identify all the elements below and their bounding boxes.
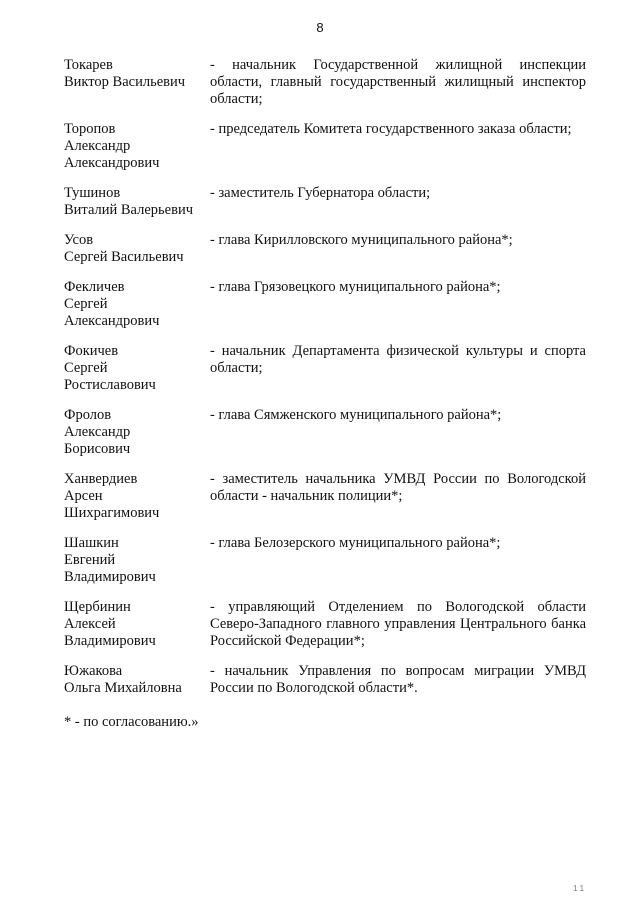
name-line: Евгений — [64, 552, 116, 568]
person-name — [64, 599, 210, 650]
name-line: Виктор Васильевич — [64, 74, 186, 90]
name-line: Южакова — [64, 663, 123, 679]
list-item — [64, 232, 586, 266]
name-line: Ростиславович — [64, 377, 156, 393]
list-item — [64, 471, 586, 522]
person-name — [64, 471, 210, 522]
person-name — [64, 121, 210, 172]
list-item — [64, 57, 586, 108]
person-position: - заместитель Губернатора области; — [210, 185, 431, 201]
name-line: Ханвердиев — [64, 471, 138, 487]
name-line: Торопов — [64, 121, 116, 137]
person-position: - глава Грязовецкого муниципального района*; — [210, 279, 501, 295]
name-line: Усов — [64, 232, 94, 248]
name-line: Щербинин — [64, 599, 131, 615]
scan-mark: 1 1 — [573, 884, 585, 893]
person-name — [64, 232, 210, 266]
person-name — [64, 57, 210, 91]
name-line: Сергей — [64, 296, 108, 312]
person-position: - председатель Комитета государственного заказа области; — [210, 121, 572, 137]
person-position: - начальник Управления по вопросам миграции УМВД России по Вологодской области*. — [210, 663, 586, 696]
person-name — [64, 343, 210, 394]
person-position: - глава Белозерского муниципального района*; — [210, 535, 501, 551]
list-item — [64, 535, 586, 586]
person-position: - начальник Департамента физической культуры и спорта области; — [210, 343, 586, 376]
name-line: Сергей — [64, 360, 108, 376]
person-position: - начальник Государственной жилищной инспекции области, главный государственный жилищный инспектор области; — [210, 57, 586, 107]
name-line: Виталий Валерьевич — [64, 202, 193, 218]
name-line: Борисович — [64, 441, 131, 457]
person-position: - заместитель начальника УМВД России по Вологодской области - начальник полиции*; — [210, 471, 586, 504]
person-name — [64, 185, 210, 219]
list-item — [64, 279, 586, 330]
person-name — [64, 279, 210, 330]
name-line: Александрович — [64, 155, 160, 171]
footnote: * - по согласованию.» — [64, 714, 199, 730]
name-line: Тушинов — [64, 185, 121, 201]
list-item — [64, 121, 586, 172]
person-position: - глава Кирилловского муниципального района*; — [210, 232, 513, 248]
name-line: Александрович — [64, 313, 160, 329]
name-line: Алексей — [64, 616, 116, 632]
name-line: Владимирович — [64, 569, 156, 585]
member-list — [64, 57, 586, 697]
person-name — [64, 407, 210, 458]
person-position: - глава Сямженского муниципального района*; — [210, 407, 502, 423]
name-line: Сергей Васильевич — [64, 249, 184, 265]
page-number: 8 — [316, 20, 324, 35]
name-line: Токарев — [64, 57, 113, 73]
list-item — [64, 407, 586, 458]
name-line: Александр — [64, 138, 131, 154]
name-line: Арсен — [64, 488, 103, 504]
person-position: - управляющий Отделением по Вологодской области Северо-Западного главного управления Центрального банка Российской Федерации*; — [210, 599, 586, 649]
name-line: Фекличев — [64, 279, 125, 295]
name-line: Шихрагимович — [64, 505, 160, 521]
name-line: Владимирович — [64, 633, 156, 649]
name-line: Фролов — [64, 407, 112, 423]
person-name — [64, 535, 210, 586]
list-item — [64, 599, 586, 650]
name-line: Фокичев — [64, 343, 119, 359]
name-line: Ольга Михайловна — [64, 680, 182, 696]
name-line: Александр — [64, 424, 131, 440]
list-item — [64, 185, 586, 219]
name-line: Шашкин — [64, 535, 119, 551]
list-item — [64, 663, 586, 697]
person-name — [64, 663, 210, 697]
list-item — [64, 343, 586, 394]
